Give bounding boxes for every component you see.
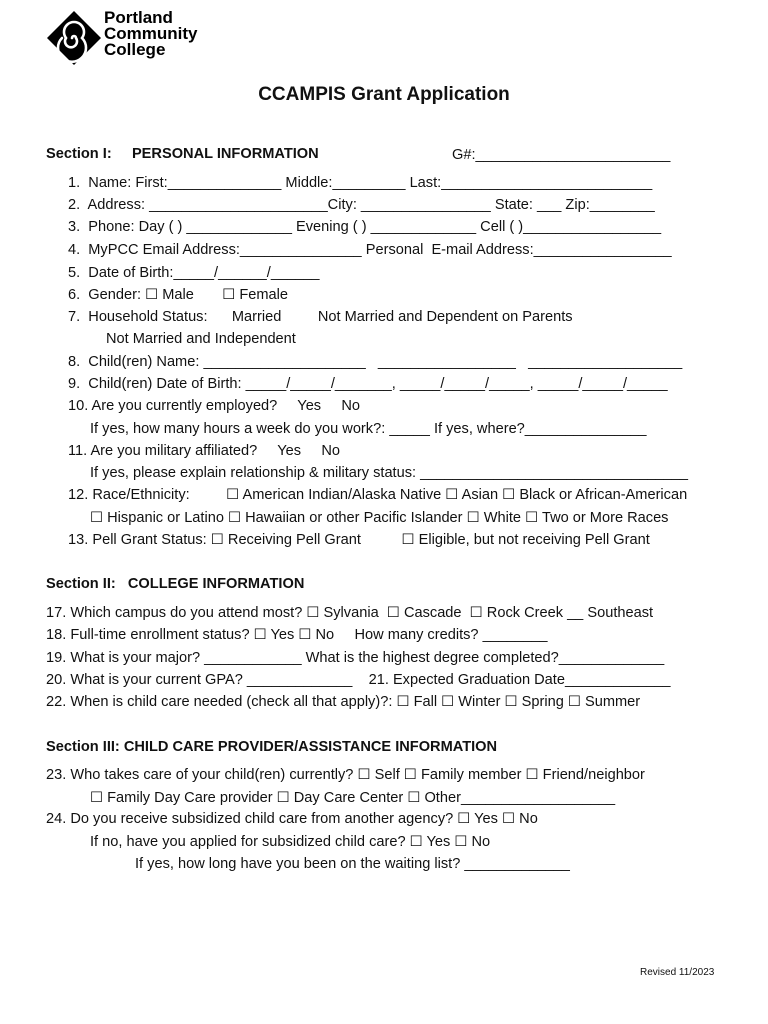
military-status-field-line[interactable]: If yes, please explain relationship & military status: _________________________________ (90, 465, 688, 481)
pcc-logo (46, 10, 226, 68)
work-hours-field-line[interactable]: If yes, how many hours a week do you work?: _____ If yes, where?_______________ (90, 421, 647, 437)
current-care-options-continued[interactable]: ☐ Family Day Care provider ☐ Day Care Center ☐ Other___________________ (90, 790, 616, 806)
race-ethnicity-options[interactable]: 12. Race/Ethnicity: ☐ American Indian/Alaska Native ☐ Asian ☐ Black or African-American (68, 487, 688, 503)
child-care-terms-options[interactable]: 22. When is child care needed (check all that apply)?: ☐ Fall ☐ Winter ☐ Spring ☐ Summer (46, 694, 641, 710)
birth-date-field-line[interactable]: 5. Date of Birth:_____/______/______ (68, 265, 320, 281)
subsidy-applied-question[interactable]: If no, have you applied for subsidized child care? ☐ Yes ☐ No (90, 834, 491, 850)
logo-wordmark: Portland Community College (104, 8, 198, 59)
pell-grant-status-options[interactable]: 13. Pell Grant Status: ☐ Receiving Pell Grant ☐ Eligible, but not receiving Pell Grant (68, 532, 650, 548)
section-3-heading: Section III: CHILD CARE PROVIDER/ASSISTANCE INFORMATION (46, 739, 498, 755)
employment-question[interactable]: 10. Are you currently employed? Yes No (68, 398, 361, 414)
household-status-options[interactable]: 7. Household Status: Married Not Married and Dependent on Parents (68, 309, 573, 325)
current-care-options[interactable]: 23. Who takes care of your child(ren) currently? ☐ Self ☐ Family member ☐ Friend/neighbor (46, 767, 645, 783)
address-field-line[interactable]: 2. Address: ______________________City: ________________ State: ___ Zip:________ (68, 197, 655, 213)
revision-date: Revised 11/2023 (640, 967, 715, 978)
campus-options[interactable]: 17. Which campus do you attend most? ☐ Sylvania ☐ Cascade ☐ Rock Creek __ Southeast (46, 605, 654, 621)
waiting-list-field-line[interactable]: If yes, how long have you been on the waiting list? _____________ (135, 856, 570, 872)
g-number-field[interactable]: G#:________________________ (452, 147, 671, 163)
race-ethnicity-options-continued[interactable]: ☐ Hispanic or Latino ☐ Hawaiian or other Pacific Islander ☐ White ☐ Two or More Races (90, 510, 669, 526)
name-field-line[interactable]: 1. Name: First:______________ Middle:_________ Last:__________________________ (68, 175, 653, 191)
email-field-line[interactable]: 4. MyPCC Email Address:_______________ Personal E-mail Address:_________________ (68, 242, 672, 258)
gpa-graduation-line[interactable]: 20. What is your current GPA? _____________ 21. Expected Graduation Date_____________ (46, 672, 671, 688)
phone-field-line[interactable]: 3. Phone: Day ( ) _____________ Evening ( ) _____________ Cell ( )_________________ (68, 219, 662, 235)
gender-options[interactable]: 6. Gender: ☐ Male ☐ Female (68, 287, 289, 303)
document-title: CCAMPIS Grant Application (258, 84, 510, 105)
enrollment-status-line[interactable]: 18. Full-time enrollment status? ☐ Yes ☐ No How many credits? ________ (46, 627, 548, 643)
subsidy-question[interactable]: 24. Do you receive subsidized child care from another agency? ☐ Yes ☐ No (46, 811, 538, 827)
military-question[interactable]: 11. Are you military affiliated? Yes No (68, 443, 341, 459)
household-status-option-independent[interactable]: Not Married and Independent (106, 331, 296, 347)
children-birth-date-field-line[interactable]: 9. Child(ren) Date of Birth: _____/_____/_______, _____/_____/_____, _____/_____/_____ (68, 376, 668, 392)
children-name-field-line[interactable]: 8. Child(ren) Name: ____________________ _________________ ___________________ (68, 354, 683, 370)
section-1-heading: Section I: PERSONAL INFORMATION (46, 146, 319, 162)
section-2-heading: Section II: COLLEGE INFORMATION (46, 576, 305, 592)
major-degree-line[interactable]: 19. What is your major? ____________ What is the highest degree completed?_____________ (46, 650, 665, 666)
pcc-spiral-icon (46, 10, 102, 66)
